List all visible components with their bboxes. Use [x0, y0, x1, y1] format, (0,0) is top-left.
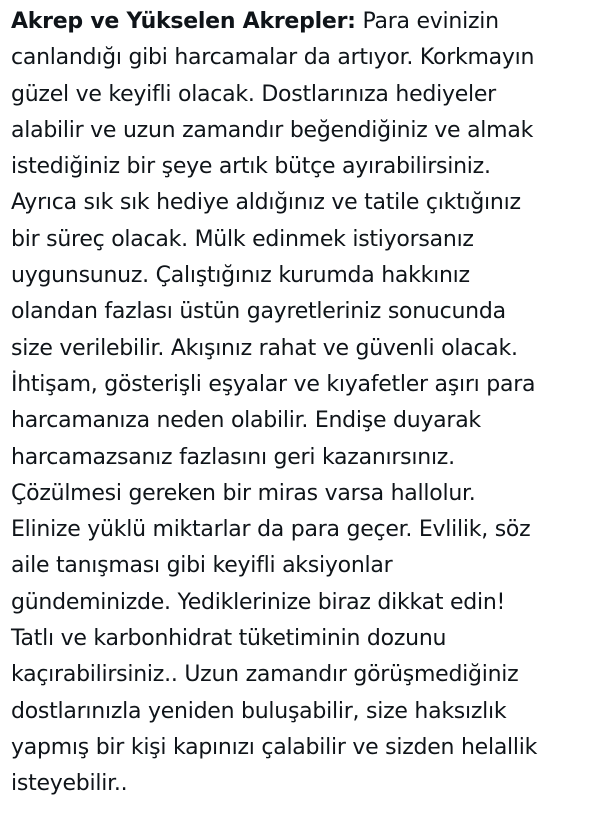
- post-line: gündeminizde. Yediklerinize biraz dikkat edin!: [11, 589, 506, 615]
- post-line: size verilebilir. Akışınız rahat ve güvenli olacak.: [11, 335, 518, 361]
- post-line: bir süreç olacak. Mülk edinmek istiyorsanız: [11, 226, 474, 252]
- post-line: yapmış bir kişi kapınızı çalabilir ve sizden helallik: [11, 734, 538, 760]
- post-line: güzel ve keyifli olacak. Dostlarınıza hediyeler: [11, 81, 496, 107]
- post-line: Elinize yüklü miktarlar da para geçer. Evlilik, söz: [11, 517, 531, 543]
- post-heading: Akrep ve Yükselen Akrepler:: [11, 9, 356, 34]
- post-text: [11, 0, 596, 803]
- post-line: Ayrıca sık sık hediye aldığınız ve tatile çıktığınız: [11, 190, 521, 216]
- post-line: aile tanışması gibi keyifli aksiyonlar: [11, 553, 393, 579]
- post-line: [11, 4, 596, 40]
- post-line: kaçırabilirsiniz.. Uzun zamandır görüşmediğiniz: [11, 662, 519, 688]
- post-line: canlandığı gibi harcamalar da artıyor. Korkmayın: [11, 45, 535, 71]
- post-line: İhtişam, gösterişli eşyalar ve kıyafetler aşırı para: [11, 371, 536, 397]
- post-line: Çözülmesi gereken bir miras varsa hallolur.: [11, 480, 476, 506]
- post-line: harcamanıza neden olabilir. Endişe duyarak: [11, 408, 481, 434]
- post-line: dostlarınızla yeniden buluşabilir, size haksızlık: [11, 698, 507, 724]
- post-line: alabilir ve uzun zamandır beğendiğiniz ve almak: [11, 117, 534, 143]
- post-line: isteyebilir..: [11, 771, 128, 797]
- post-line: harcamazsanız fazlasını geri kazanırsınız.: [11, 444, 455, 470]
- post-line: istediğiniz bir şeye artık bütçe ayırabilirsiniz.: [11, 154, 491, 180]
- post-line-text: Para evinizin: [355, 9, 499, 34]
- post-line: Tatlı ve karbonhidrat tüketiminin dozunu: [11, 626, 447, 652]
- post-line: olandan fazlası üstün gayretleriniz sonucunda: [11, 299, 506, 325]
- post-line: uygunsunuz. Çalıştığınız kurumda hakkınız: [11, 263, 470, 289]
